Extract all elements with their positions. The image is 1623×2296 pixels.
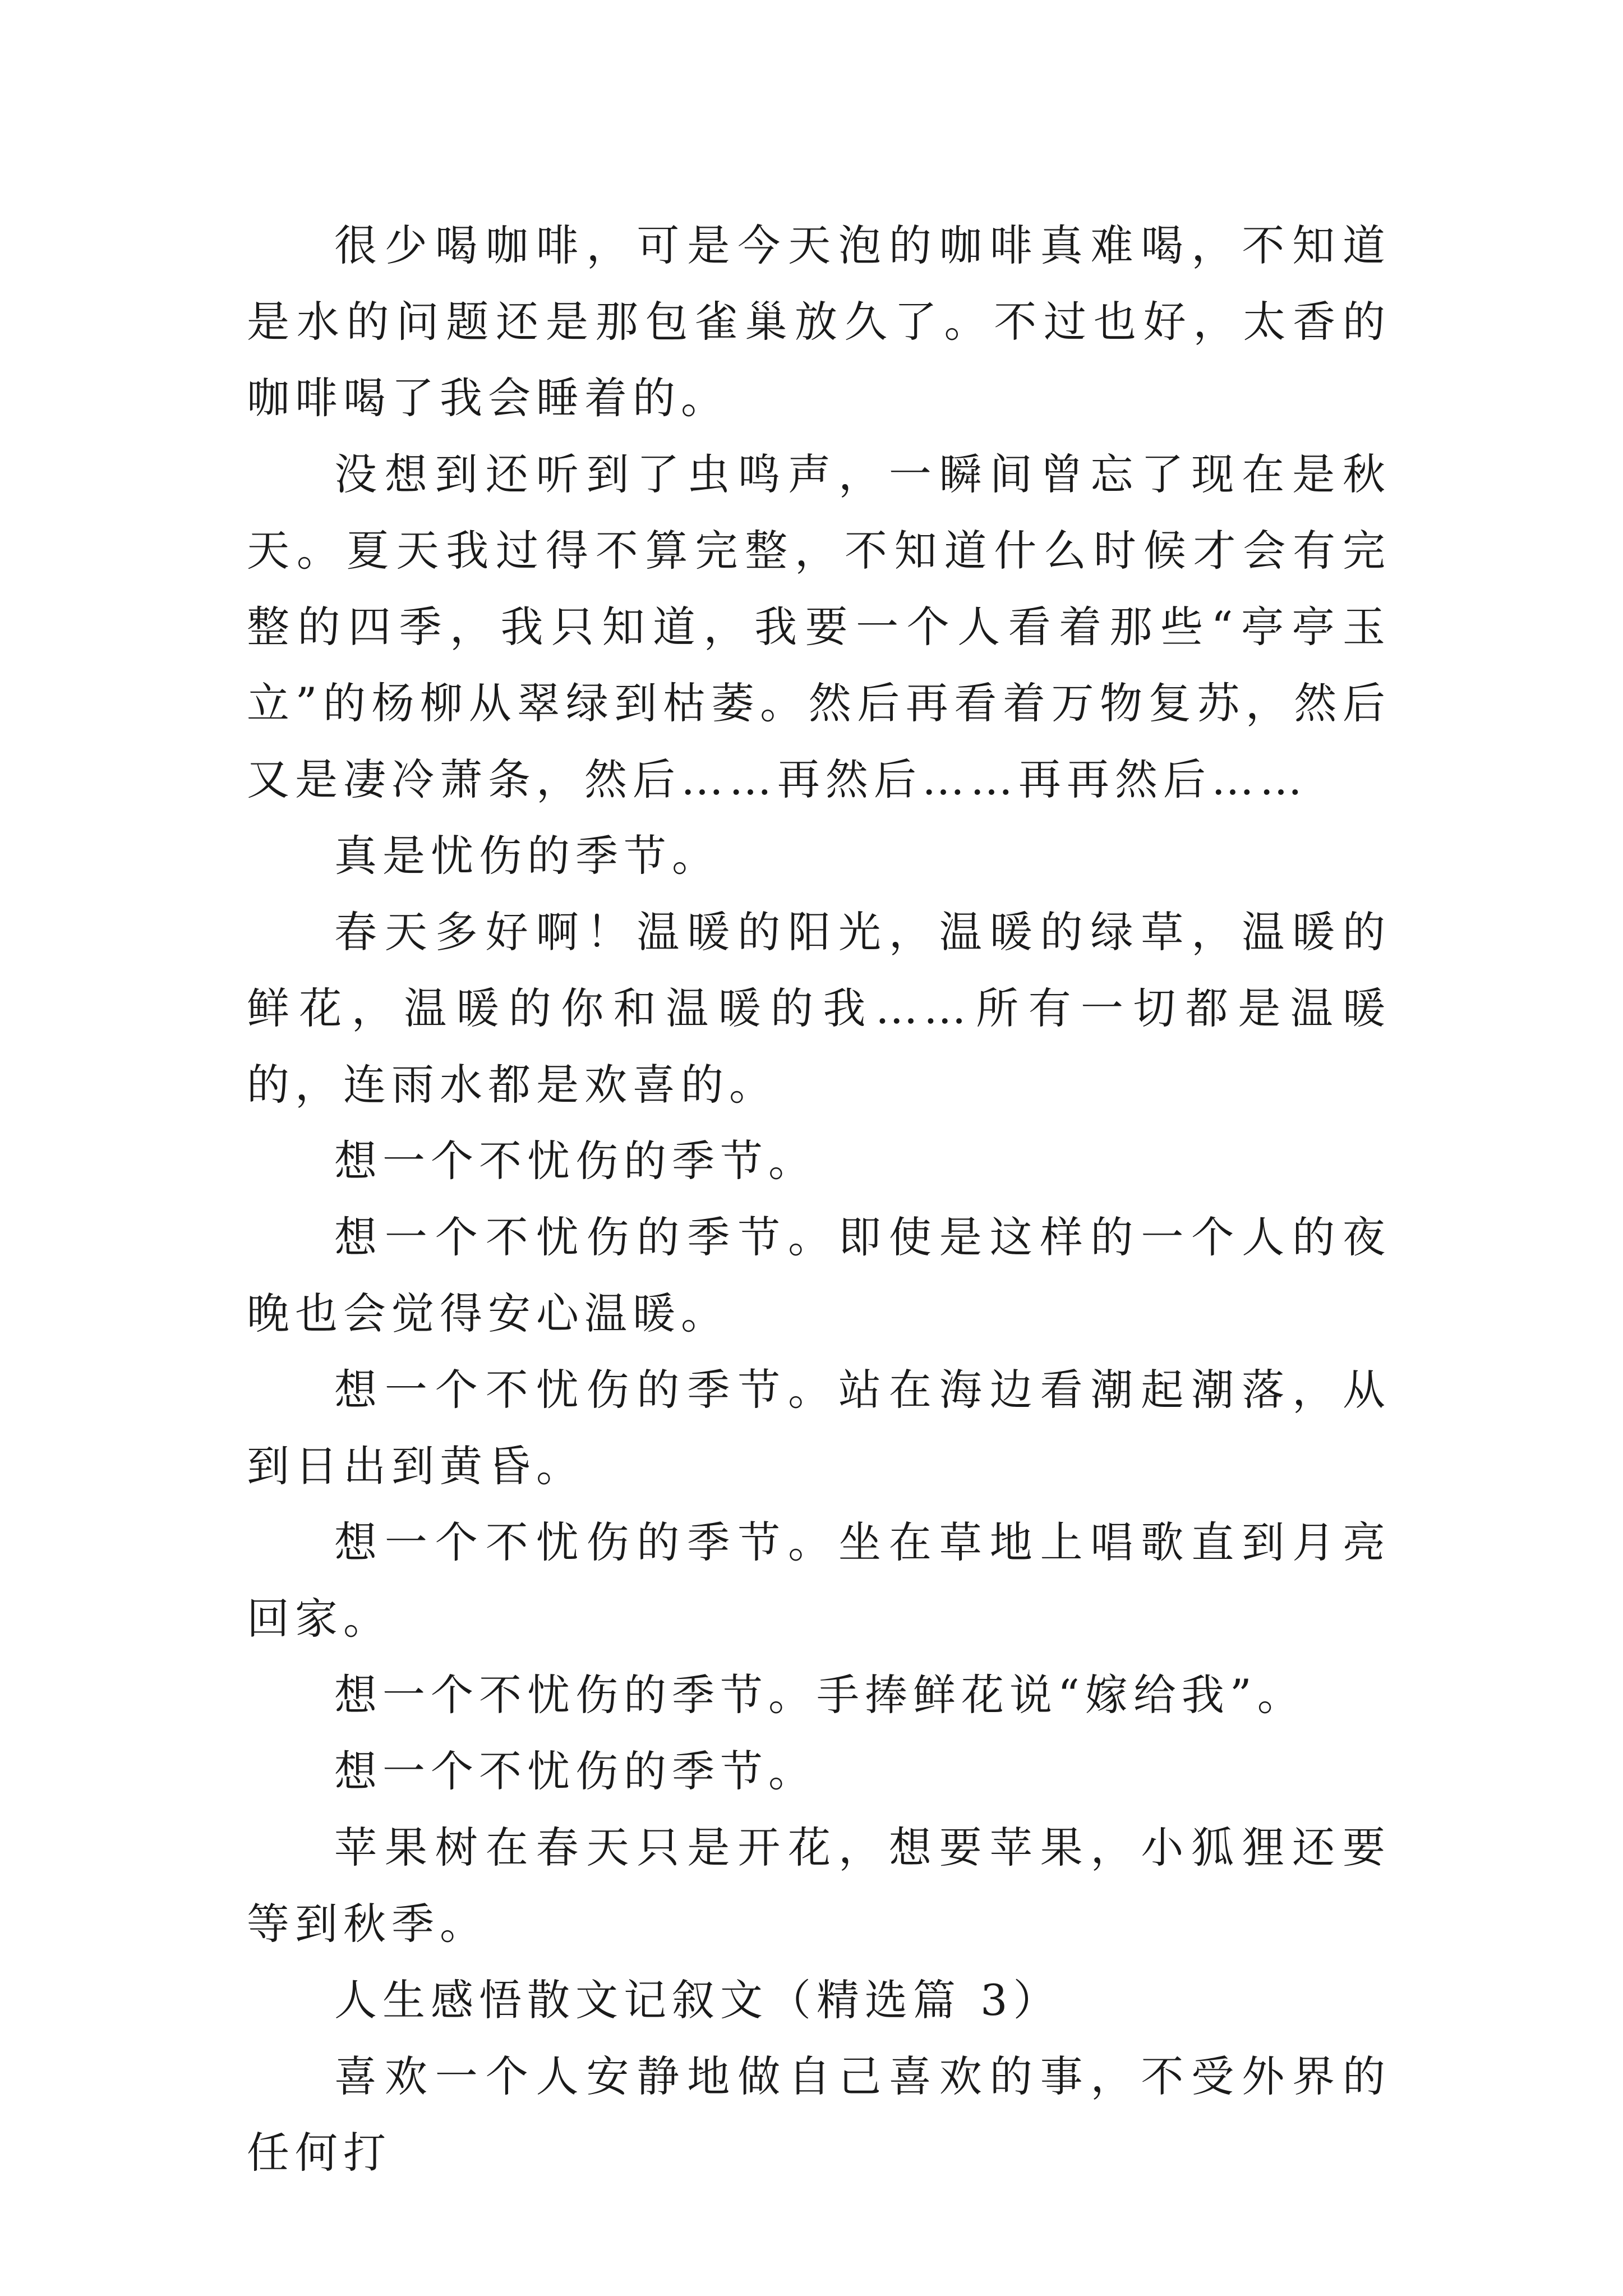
paragraph-spring: 春天多好啊！温暖的阳光，温暖的绿草，温暖的鲜花，温暖的你和温暖的我……所有一切都是温暖的，连雨水都是欢喜的。	[247, 907, 1391, 1110]
paragraph-wish-4: 想一个不忧伤的季节。坐在草地上唱歌直到月亮回家。	[247, 1517, 1391, 1644]
paragraph-wish-6: 想一个不忧伤的季节。	[334, 1746, 817, 1796]
paragraph-wish-2: 想一个不忧伤的季节。即使是这样的一个人的夜晚也会觉得安心温暖。	[247, 1212, 1391, 1338]
paragraph-wish-3: 想一个不忧伤的季节。站在海边看潮起潮落，从到日出到黄昏。	[247, 1365, 1391, 1491]
paragraph-insect-sounds: 没想到还听到了虫鸣声，一瞬间曾忘了现在是秋天。夏天我过得不算完整，不知道什么时候才会有完整的四季，我只知道，我要一个人看着那些“亭亭玉立”的杨柳从翠绿到枯萎。然后再看着万物复苏，然后又是凄冷萧条，然后……再然后……再再然后……	[247, 449, 1391, 804]
paragraph-sad-season: 真是忧伤的季节。	[334, 831, 720, 881]
paragraph-apple-tree: 苹果树在春天只是开花，想要苹果，小狐狸还要等到秋季。	[247, 1823, 1391, 1949]
document-body	[247, 208, 1391, 2191]
section-heading: 人生感悟散文记叙文（精选篇 3）	[334, 1975, 1062, 2025]
paragraph-wish-1: 想一个不忧伤的季节。	[334, 1136, 817, 1186]
paragraph-quiet-alone: 喜欢一个人安静地做自己喜欢的事，不受外界的任何打	[247, 2051, 1391, 2178]
paragraph-coffee: 很少喝咖啡，可是今天泡的咖啡真难喝，不知道是水的问题还是那包雀巢放久了。不过也好，太香的咖啡喝了我会睡着的。	[247, 220, 1391, 423]
paragraph-wish-5: 想一个不忧伤的季节。手捧鲜花说“嫁给我”。	[334, 1670, 1306, 1720]
